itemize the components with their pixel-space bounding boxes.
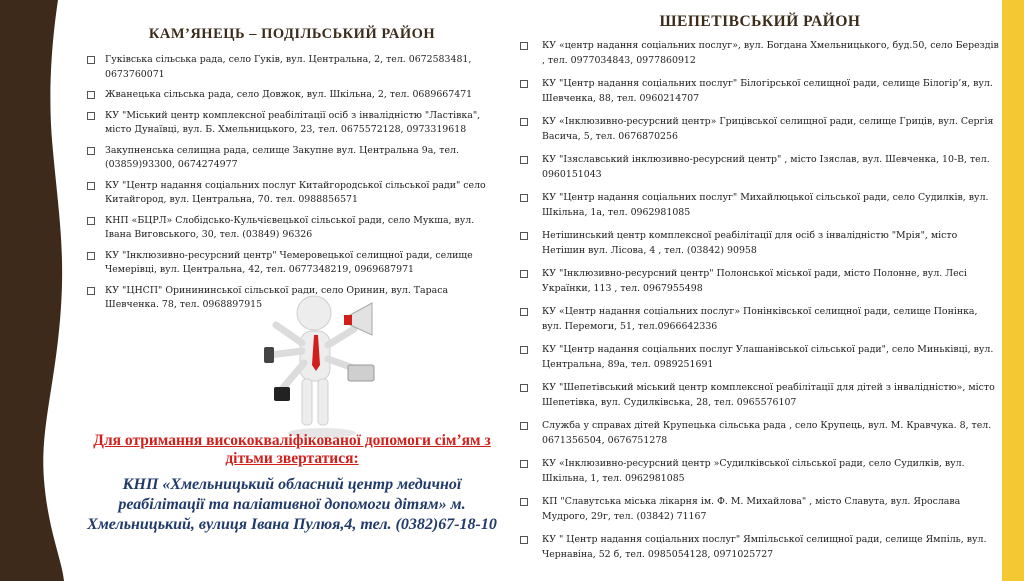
list-item: КУ "Центр надання соціальних послуг Китайгородської сільської ради" село Китайгород, вул. Центральна, 70. тел. 0988856571 [87,179,502,208]
list-item: Жванецька сільська рада, село Довжок, вул. Шкільна, 2, тел. 0689667471 [87,88,502,103]
list-item: КУ "Інклюзивно-ресурсний центр" Чемеровецької селищної ради, селище Чемерівці, вул. Центральна, 42, тел. 0677348219, 0969687971 [87,249,502,278]
callout-heading: Для отримання висококваліфікованої допомоги сім’ям з дітьми звертатися: [93,432,491,467]
bullet-box [87,252,95,260]
list-item: Закупненська селищна рада, селище Закупне вул. Центральна 9а, тел. (03859)93300, 0674274977 [87,144,502,173]
left-list [82,53,502,313]
list-item: КП "Славутська міська лікарня ім. Ф. М. Михайлова" , місто Славута, вул. Ярослава Мудрого, 29г, тел. (03842) 71167 [520,495,1000,524]
list-item: КУ "Інклюзивно-ресурсний центр" Полонської міської ради, місто Полонне, вул. Лесі Українки, 113 , тел. 0967955498 [520,267,1000,296]
list-item: КУ «Центр надання соціальних послуг» Понінківської селищної ради, селище Понінка, вул. Перемоги, 51, тел.0966642336 [520,305,1000,334]
bullet-box [87,91,95,99]
bullet-box [520,346,528,354]
list-item: Служба у справах дітей Крупецька сільська рада , село Крупець, вул. М. Кравчука. 8, тел. 0671356504, 0676751278 [520,419,1000,448]
list-item: Нетішинський центр комплексної реабілітації для осіб з інвалідністю "Мрія", місто Нетішин вул. Лісова, 4 , тел. (03842) 90958 [520,229,1000,258]
list-item: КУ «центр надання соціальних послуг», вул. Богдана Хмельницького, буд.50, село Берездів , тел. 0977034843, 0977860912 [520,39,1000,68]
bullet-box [87,147,95,155]
bullet-box [87,217,95,225]
left-title: КАМ’ЯНЕЦЬ – ПОДІЛЬСЬКИЙ РАЙОН [148,26,436,42]
callout-address: КНП «Хмельницький обласний центр медичної реабілітації та паліативної допомоги дітям» м. Хмельницький, вулиця Івана Пулюя,4, тел. (0382)67-18-10 [87,476,497,533]
bullet-box [520,80,528,88]
multitasking-person-illustration [262,285,382,440]
bullet-box [520,194,528,202]
list-item: Гуківська сільська рада, село Гуків, вул. Центральна, 2, тел. 0672583481, 0673760071 [87,53,502,82]
bullet-box [520,498,528,506]
bullet-box [87,287,95,295]
bullet-box [520,232,528,240]
bullet-box [520,384,528,392]
decorative-wave [0,0,80,581]
list-item: КУ "Ізяславський інклюзивно-ресурсний центр" , місто Ізяслав, вул. Шевченка, 10-В, тел. 0960151043 [520,153,1000,182]
accent-bar [1002,0,1024,581]
bullet-box [520,270,528,278]
bullet-box [520,42,528,50]
list-item: КУ "Центр надання соціальних послуг" Білогірської селищної ради, селище Білогір’я, вул. Шевченка, 88, тел. 0960214707 [520,77,1000,106]
bullet-box [87,56,95,64]
right-list [520,39,1000,562]
bullet-box [87,182,95,190]
left-column [82,0,502,319]
list-item: КУ " Центр надання соціальних послуг" Ямпільської селищної ради, селище Ямпіль, вул. Чернавіна, 52 б, тел. 0985054128, 0971025727 [520,533,1000,562]
list-item: КУ "Шепетівський міський центр комплексної реабілітації для дітей з інвалідністю», місто Шепетівка, вул. Судилківська, 28, тел. 0965576107 [520,381,1000,410]
bullet-box [520,308,528,316]
right-title: ШЕПЕТІВСЬКИЙ РАЙОН [659,13,861,30]
bullet-box [520,460,528,468]
list-item: КУ "ЦНСП" Оринининської сільської ради, село Оринин, вул. Тараса Шевченка. 78, тел. 0968897915 [87,284,502,313]
list-item: КУ "Центр надання соціальних послуг Улашанівської сільської ради", село Миньківці, вул. Центральна, 89а, тел. 0989251691 [520,343,1000,372]
right-column [520,0,1000,571]
list-item: КУ "Міський центр комплексної реабілітації осіб з інвалідністю "Ластівка", місто Дунаївці, вул. Б. Хмельницького, 23, тел. 0675572128, 0973319618 [87,109,502,138]
list-item: КУ «Інклюзивно-ресурсний центр» Грицівської селищної ради, селище Гриців, вул. Сергія Васича, 5, тел. 0676870256 [520,115,1000,144]
bullet-box [520,422,528,430]
bullet-box [520,118,528,126]
list-item: КУ "Центр надання соціальних послуг" Михайлюцької сільської ради, село Судилків, вул. Шкільна, 1а, тел. 0962981085 [520,191,1000,220]
bullet-box [87,112,95,120]
bullet-box [520,536,528,544]
list-item: КУ «Інклюзивно-ресурсний центр »Судилківської сільської ради, село Судилків, вул. Шкільна, 1, тел. 0962981085 [520,457,1000,486]
list-item: КНП «БЦРЛ» Слобідсько-Кульчієвецької сільської ради, село Мукша, вул. Івана Виговського, 30, тел. (03849) 96326 [87,214,502,243]
bullet-box [520,156,528,164]
contact-callout [82,432,502,535]
